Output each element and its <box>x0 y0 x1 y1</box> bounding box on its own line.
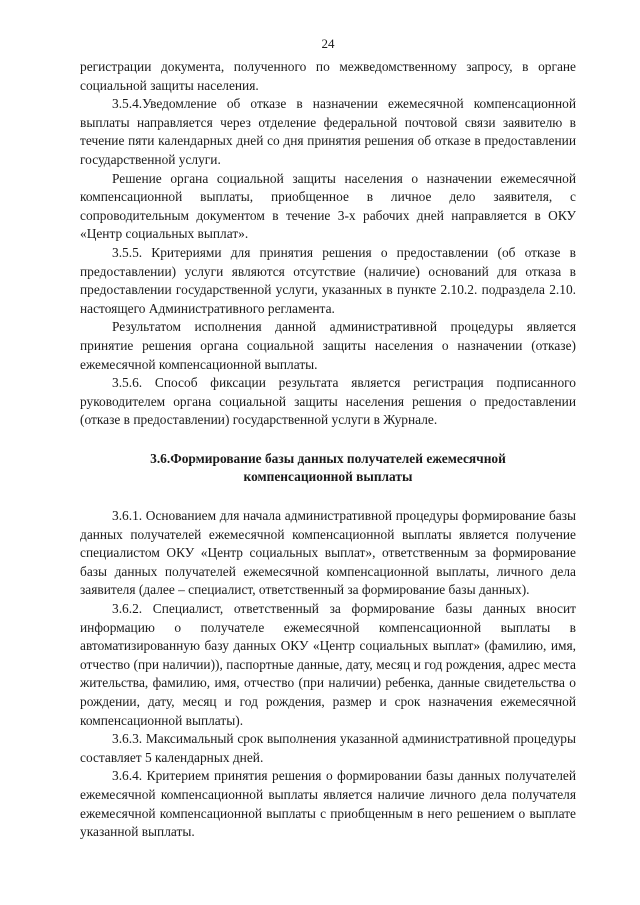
paragraph-3-5-6: 3.5.6. Способ фиксации результата является регистрация подписанного руководителем органа социальной защиты населения решения о предоставлении (отказе в предоставлении) государственной услуги в Журнале. <box>80 375 576 428</box>
paragraph-3-6-2: 3.6.2. Специалист, ответственный за формирование базы данных вносит информацию о получателе ежемесячной компенсационной выплаты в автоматизированную базу данных ОКУ «Центр социальных выплат» (фамилию, имя, отчество (при наличии)), паспортные данные, дату, месяц и год рождения, адрес места жительства, фамилию, имя, отчество (при наличии) ребенка, данные свидетельства о рождении, дату, месяц и год рождения, размер и срок назначения ежемесячной компенсационной выплаты). <box>80 601 576 728</box>
paragraph-3-6-3: 3.6.3. Максимальный срок выполнения указанной административной процедуры составляет 5 календарных дней. <box>80 731 576 765</box>
document-page <box>80 0 576 905</box>
paragraph-continuation: регистрации документа, полученного по межведомственному запросу, в органе социальной защиты населения. <box>80 59 576 93</box>
paragraph-result: Результатом исполнения данной административной процедуры является принятие решения органа социальной защиты населения о назначении (отказе) ежемесячной компенсационной выплаты. <box>80 319 576 372</box>
section-heading-line-2: компенсационной выплаты <box>243 469 413 485</box>
paragraph-3-6-1: 3.6.1. Основанием для начала административной процедуры формирование базы данных получателей ежемесячной компенсационной выплаты является получение специалистом ОКУ «Центр социальных выплат», ответственным за формирование базы данных получателей ежемесячной компенсационной выплаты, личного дела заявителя (далее – специалист, ответственный за формирование базы данных). <box>80 508 576 598</box>
page-number: 24 <box>321 36 335 51</box>
section-heading-3-6 <box>80 450 576 487</box>
paragraph-3-5-5: 3.5.5. Критериями для принятия решения о предоставлении (об отказе в предоставлении) услуги являются отсутствие (наличие) оснований для отказа в предоставлении государственной услуги, указанных в пункте 2.10.2. подраздела 2.10. настоящего Административного регламента. <box>80 244 576 316</box>
document-body <box>80 58 576 842</box>
section-heading-line-1: 3.6.Формирование базы данных получателей ежемесячной <box>150 450 506 466</box>
paragraph-3-5-4: 3.5.4.Уведомление об отказе в назначении ежемесячной компенсационной выплаты направляется через отделение федеральной почтовой связи заявителю в течение пяти календарных дней со дня принятия решения об отказе в предоставлении государственной услуги. <box>80 96 576 167</box>
paragraph-decision-forwarding: Решение органа социальной защиты населения о назначении ежемесячной компенсационной выплаты, приобщенное в личное дело заявителя, с сопроводительным документом в течение 3-х рабочих дней направляется в ОКУ «Центр социальных выплат». <box>80 170 576 242</box>
paragraph-3-6-4: 3.6.4. Критерием принятия решения о формировании базы данных получателей ежемесячной компенсационной выплаты является наличие личного дела получателя ежемесячной компенсационной выплаты с приобщенным в него решением о выплате указанной выплаты. <box>80 768 576 840</box>
